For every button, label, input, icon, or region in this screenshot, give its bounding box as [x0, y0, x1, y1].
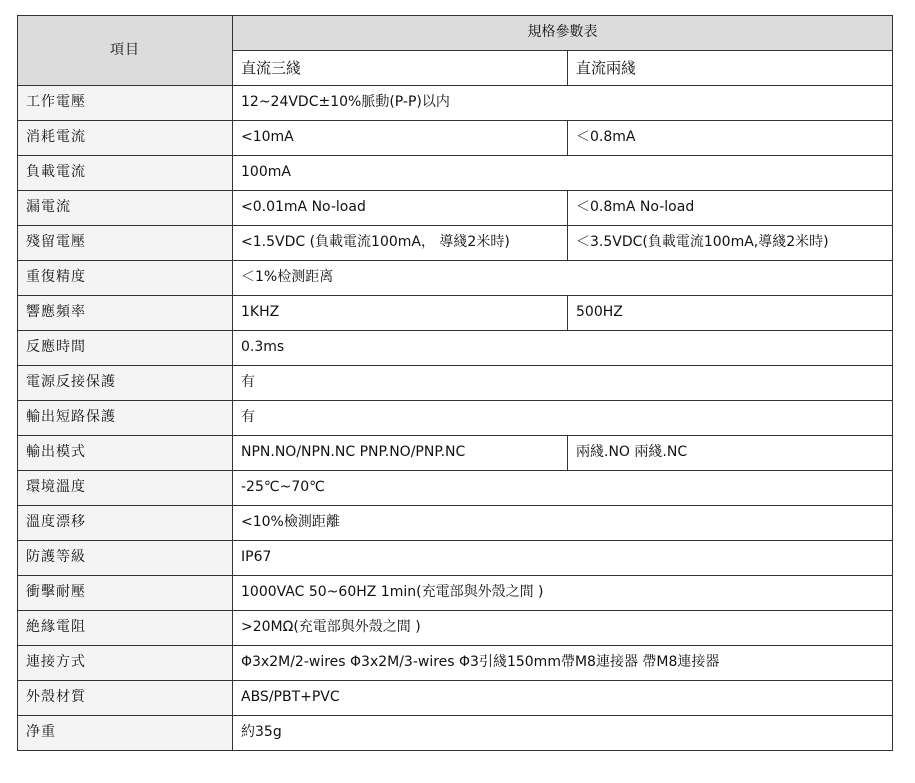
- row-label: 消耗電流: [18, 121, 233, 156]
- row-label: 電源反接保護: [18, 366, 233, 401]
- row-label: 輸出模式: [18, 436, 233, 471]
- three-wire-value: 0.3ms: [233, 331, 893, 366]
- row-label: 環境溫度: [18, 471, 233, 506]
- three-wire-value: 12~24VDC±10%脈動(P-P)以内: [233, 86, 893, 121]
- row-label: 響應頻率: [18, 296, 233, 331]
- table-row: [18, 261, 893, 296]
- three-wire-value: 約35g: [233, 716, 893, 751]
- three-wire-value: 有: [233, 366, 893, 401]
- three-wire-column-header: 直流三綫: [233, 51, 568, 86]
- row-label: 負載電流: [18, 156, 233, 191]
- three-wire-value: Φ3x2M/2-wires Φ3x2M/3-wires Φ3引綫150mm帶M8連接器 帶M8連接器: [233, 646, 893, 681]
- row-label: 輸出短路保護: [18, 401, 233, 436]
- table-row: [18, 366, 893, 401]
- row-label: 净重: [18, 716, 233, 751]
- row-label: 連接方式: [18, 646, 233, 681]
- table-row: [18, 611, 893, 646]
- two-wire-column-header: 直流兩綫: [568, 51, 893, 86]
- table-row: [18, 716, 893, 751]
- three-wire-value: <1.5VDC (負載電流100mA， 導綫2米時): [233, 226, 568, 261]
- row-label: 衝擊耐壓: [18, 576, 233, 611]
- table-row: [18, 226, 893, 261]
- table-row: [18, 646, 893, 681]
- three-wire-value: 1000VAC 50~60HZ 1min(充電部與外殼之間 ): [233, 576, 893, 611]
- three-wire-value: -25℃~70℃: [233, 471, 893, 506]
- three-wire-value: 100mA: [233, 156, 893, 191]
- three-wire-value: <10%檢測距離: [233, 506, 893, 541]
- three-wire-value: ＜1%检测距离: [233, 261, 893, 296]
- three-wire-value: >20MΩ(充電部與外殼之間 ): [233, 611, 893, 646]
- table-row: [18, 121, 893, 156]
- two-wire-value: ＜0.8mA No-load: [568, 191, 893, 226]
- spec-table: [17, 15, 893, 751]
- three-wire-value: ABS/PBT+PVC: [233, 681, 893, 716]
- three-wire-value: <0.01mA No-load: [233, 191, 568, 226]
- row-label: 溫度漂移: [18, 506, 233, 541]
- three-wire-value: <10mA: [233, 121, 568, 156]
- spec-table-body: [18, 86, 893, 751]
- three-wire-value: 有: [233, 401, 893, 436]
- row-label: 漏電流: [18, 191, 233, 226]
- table-row: [18, 471, 893, 506]
- three-wire-value: 1KHZ: [233, 296, 568, 331]
- two-wire-value: 兩綫.NO 兩綫.NC: [568, 436, 893, 471]
- three-wire-value: IP67: [233, 541, 893, 576]
- row-label: 工作電壓: [18, 86, 233, 121]
- spec-table-title: 規格參數表: [233, 16, 893, 51]
- row-label: 外殼材質: [18, 681, 233, 716]
- two-wire-value: ＜3.5VDC(負載電流100mA,導綫2米時): [568, 226, 893, 261]
- table-row: [18, 191, 893, 226]
- two-wire-value: 500HZ: [568, 296, 893, 331]
- table-row: [18, 506, 893, 541]
- two-wire-value: ＜0.8mA: [568, 121, 893, 156]
- row-label: 殘留電壓: [18, 226, 233, 261]
- header-row-top: [18, 16, 893, 51]
- item-column-header: 項目: [18, 16, 233, 86]
- table-row: [18, 681, 893, 716]
- row-label: 重復精度: [18, 261, 233, 296]
- table-row: [18, 436, 893, 471]
- table-row: [18, 331, 893, 366]
- row-label: 防護等級: [18, 541, 233, 576]
- table-row: [18, 541, 893, 576]
- three-wire-value: NPN.NO/NPN.NC PNP.NO/PNP.NC: [233, 436, 568, 471]
- table-row: [18, 576, 893, 611]
- table-row: [18, 296, 893, 331]
- row-label: 絶緣電阻: [18, 611, 233, 646]
- table-row: [18, 86, 893, 121]
- table-row: [18, 401, 893, 436]
- row-label: 反應時間: [18, 331, 233, 366]
- table-row: [18, 156, 893, 191]
